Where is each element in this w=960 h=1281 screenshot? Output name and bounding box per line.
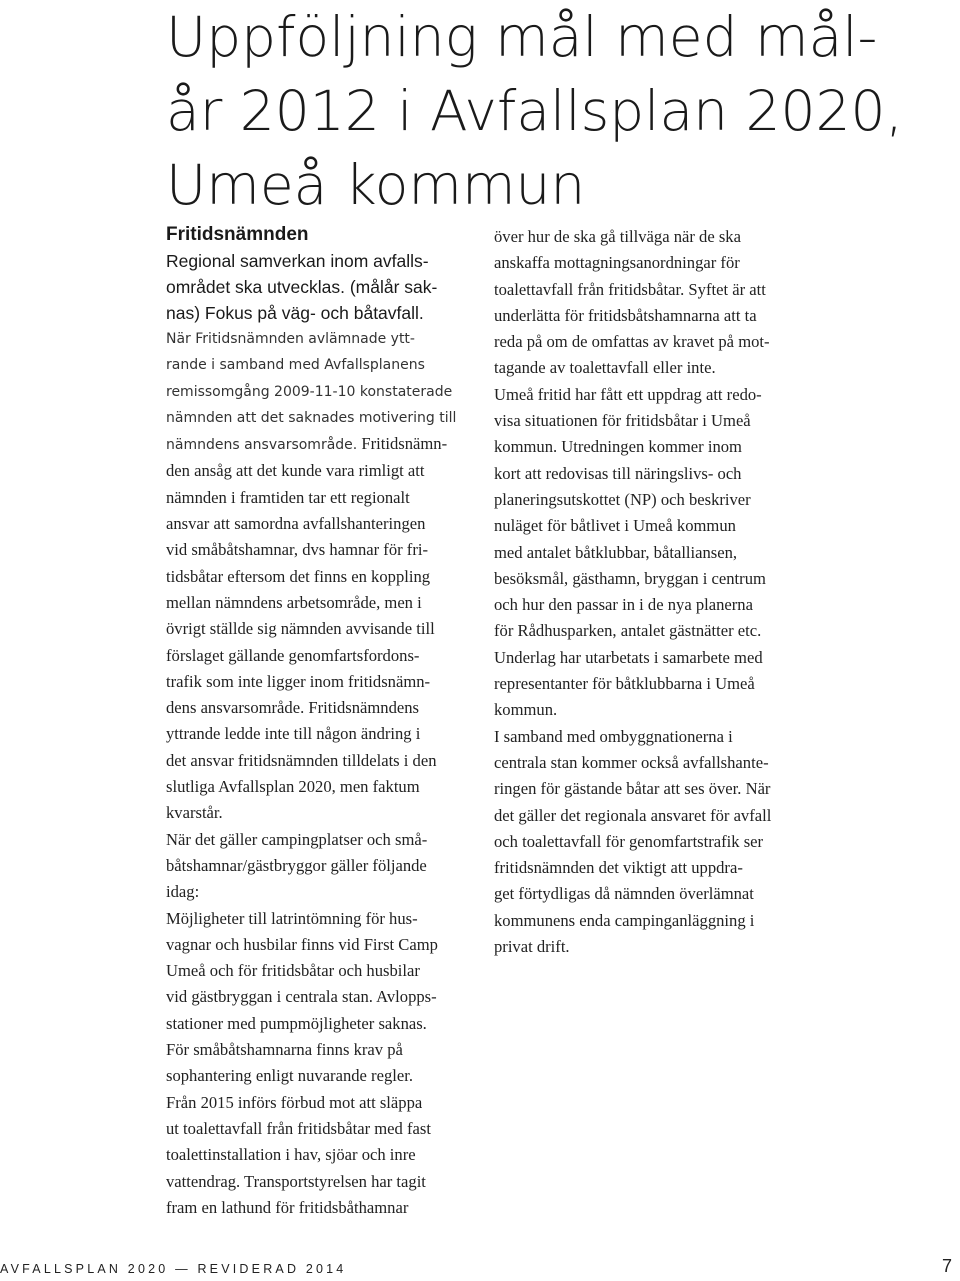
goal-line: nas) Fokus på väg- och båtavfall. (166, 303, 424, 323)
text-line: Från 2015 införs förbud mot att släppa (166, 1092, 423, 1112)
text-line: och hur den passar in i de nya planerna (494, 595, 753, 615)
text-line: stationer med pumpmöjligheter saknas. (166, 1013, 427, 1033)
text-line: för Rådhusparken, antalet gästnätter etc. (494, 621, 762, 641)
text-line: kort att redovisas till näringslivs- och (494, 463, 742, 483)
text-line: över hur de ska gå tillväga när de ska (494, 227, 741, 246)
goal-line: området ska utvecklas. (målår sak- (166, 277, 438, 297)
text-line: kvarstår. (166, 803, 223, 823)
text-line: nuläget för båtlivet i Umeå kommun (494, 516, 736, 536)
text-line: toalettinstallation i hav, sjöar och inre (166, 1145, 416, 1165)
text-line: vid småbåtshamnar, dvs hamnar för fri- (166, 540, 428, 560)
text-line: båtshamnar/gästbryggor gäller följande (166, 855, 427, 875)
text-line: det gäller det regionala ansvaret för avfall (494, 805, 772, 825)
text-line: och toalettavfall för genomfartstrafik ser (494, 831, 764, 851)
text-line: tagande av toalettavfall eller inte. (494, 358, 716, 378)
text-line: Möjligheter till latrintömning för hus- (166, 908, 418, 928)
text-line: slutliga Avfallsplan 2020, men faktum (166, 777, 420, 797)
text-line: centrala stan kommer också avfallshante- (494, 752, 769, 772)
text-line: förslaget gällande genomfartsfordons- (166, 645, 420, 665)
text-line: I samband med ombyggnationerna i (494, 726, 733, 746)
page-number: 7 (941, 1256, 952, 1276)
left-column (166, 222, 466, 1221)
text-line: kommunens enda campinganläggning i (494, 910, 755, 930)
text-line: idag: (166, 882, 200, 902)
text-line: vid gästbryggan i centrala stan. Avlopps- (166, 987, 437, 1007)
title-line: Umeå kommun (166, 153, 586, 217)
text-segment: nämndens ansvarsområde. (166, 437, 358, 454)
text-line: När det gäller campingplatser och små- (166, 829, 428, 849)
text-line: För småbåtshamnarna finns krav på (166, 1040, 403, 1060)
text-line: vattendrag. Transportstyrelsen har tagit (166, 1171, 426, 1191)
page-title (166, 0, 946, 222)
text-line: det ansvar fritidsnämnden tilldelats i den (166, 750, 437, 770)
text-line: ringen för gästande båtar att ses över. När (494, 779, 771, 799)
text-line: nämnden att det saknades motivering till (166, 409, 457, 426)
goal-line: Regional samverkan inom avfalls- (166, 251, 429, 271)
text-line: get förtydligas då nämnden överlämnat (494, 884, 754, 904)
text-line: mellan nämndens arbetsområde, men i (166, 592, 422, 612)
text-line: Umeå fritid har fått ett uppdrag att redo- (494, 384, 762, 404)
text-line: besöksmål, gästhamn, bryggan i centrum (494, 568, 766, 588)
text-line: remissomgång 2009-11-10 konstaterade (166, 383, 453, 400)
text-line: privat drift. (494, 937, 570, 957)
text-line: underlätta för fritidsbåtshamnarna att ta (494, 305, 757, 325)
text-line: nämnden i framtiden tar ett regionalt (166, 487, 410, 507)
text-line: När Fritidsnämnden avlämnade ytt- (166, 331, 415, 347)
text-line: trafik som inte ligger inom fritidsnämn- (166, 671, 431, 691)
title-line: år 2012 i Avfallsplan 2020, (166, 79, 903, 143)
text-line: övrigt ställde sig nämnden avvisande till (166, 619, 435, 639)
text-line: ansvar att samordna avfallshanteringen (166, 514, 426, 534)
text-line: ut toalettavfall från fritidsbåtar med fast (166, 1118, 431, 1138)
text-line: fritidsnämnden det viktigt att uppdra- (494, 858, 743, 878)
text-segment: Fritidsnämn- (357, 434, 448, 454)
text-line: sophantering enligt nuvarande regler. (166, 1066, 413, 1086)
text-line: toalettavfall från fritidsbåtar. Syftet är att (494, 279, 766, 299)
text-line: representanter för båtklubbarna i Umeå (494, 674, 755, 694)
text-line: vagnar och husbilar finns vid First Camp (166, 934, 438, 954)
text-line: kommun. (494, 700, 558, 720)
title-line: Uppföljning mål med mål- (166, 5, 878, 69)
text-line: visa situationen för fritidsbåtar i Umeå (494, 411, 751, 431)
text-line: fram en lathund för fritidsbåthamnar (166, 1197, 409, 1217)
goal-statement (166, 248, 466, 326)
running-footer: AVFALLSPLAN 2020 — REVIDERAD 2014 (0, 1262, 347, 1276)
text-line: yttrande ledde inte till någon ändring i (166, 724, 421, 744)
right-column (494, 224, 804, 960)
text-line: Underlag har utarbetats i samarbete med (494, 647, 763, 667)
text-line (166, 431, 466, 458)
text-line: anskaffa mottagningsanordningar för (494, 253, 740, 273)
text-line: kommun. Utredningen kommer inom (494, 437, 742, 457)
text-line: Umeå och för fritidsbåtar och husbilar (166, 961, 420, 981)
text-line: reda på om de omfattas av kravet på mot- (494, 332, 770, 352)
text-line: rande i samband med Avfallsplanens (166, 357, 425, 374)
text-line: tidsbåtar eftersom det finns en koppling (166, 566, 431, 586)
text-line: planeringsutskottet (NP) och beskriver (494, 489, 751, 509)
text-line: den ansåg att det kunde vara rimligt att (166, 461, 425, 481)
text-line: med antalet båtklubbar, båtalliansen, (494, 542, 738, 562)
text-line: dens ansvarsområde. Fritidsnämndens (166, 698, 420, 718)
body-text-left (166, 326, 466, 1221)
section-heading: Fritidsnämnden (166, 224, 309, 245)
